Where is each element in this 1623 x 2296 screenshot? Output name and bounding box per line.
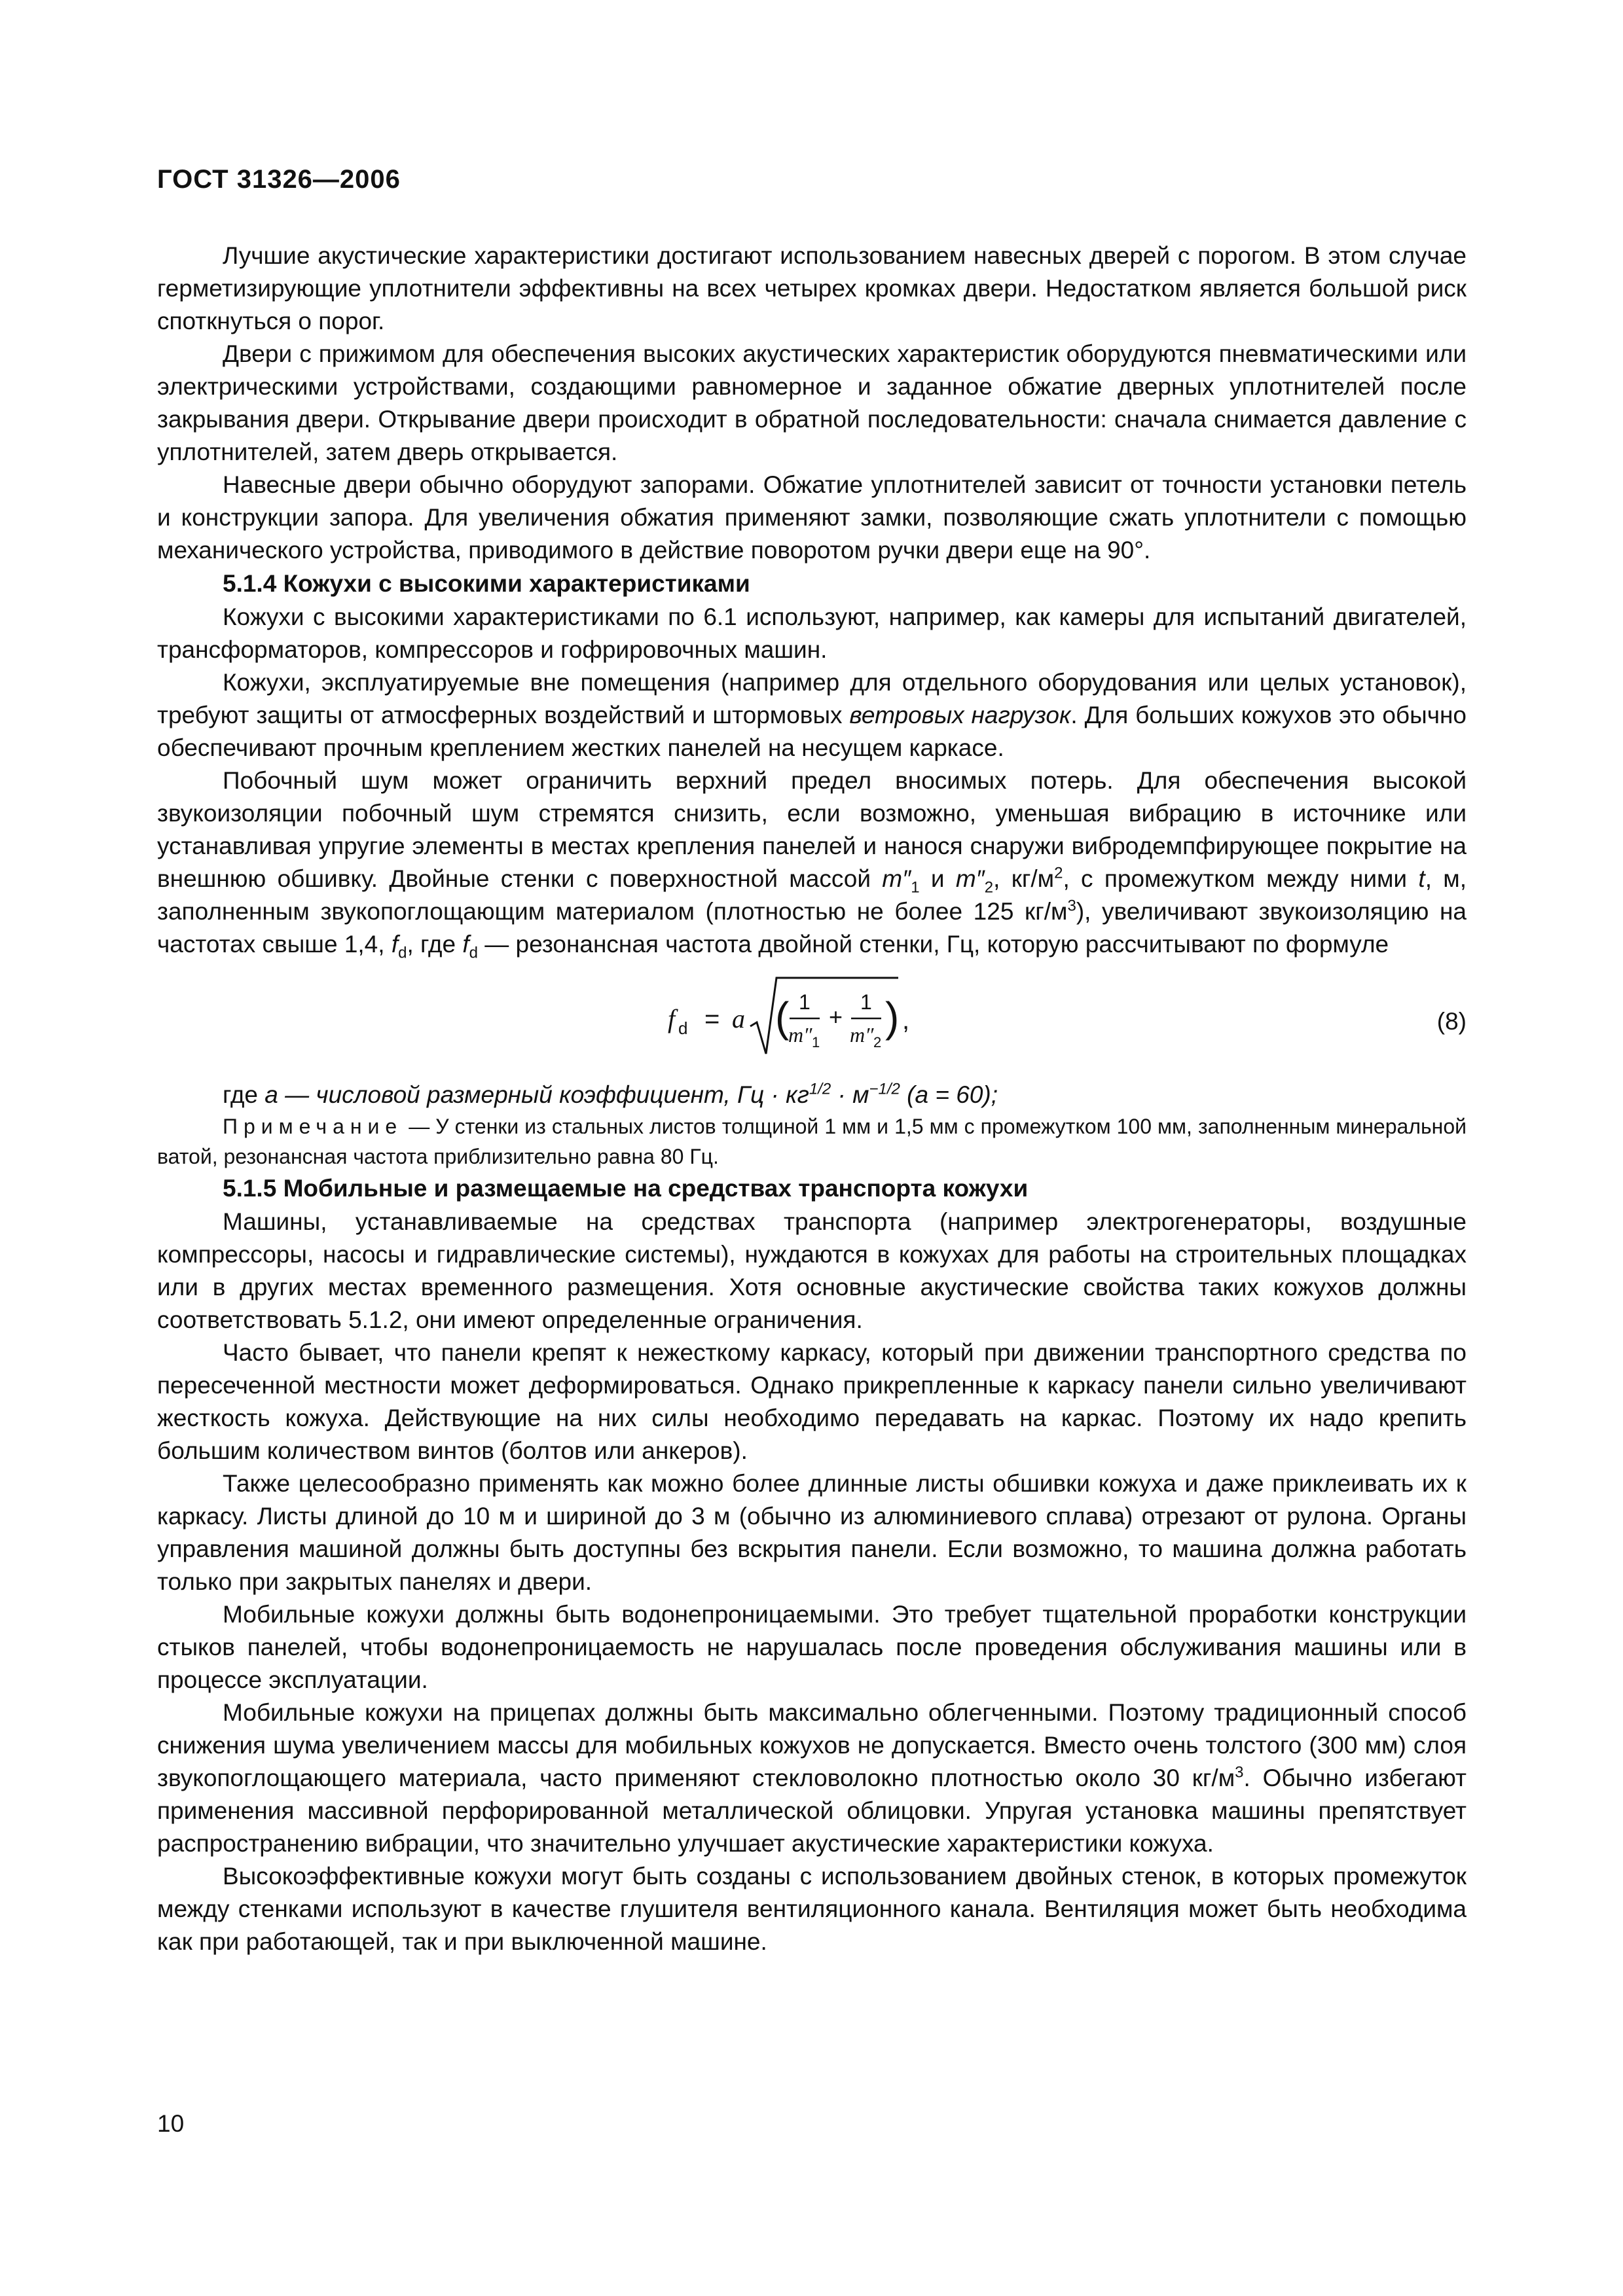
paragraph: Лучшие акустические характеристики достигают использованием навесных дверей с порогом. В этом случае герметизирующие уплотнители эффективны на всех четырех кромках двери. Недостатком является большой риск споткнуться о порог. xyxy=(157,242,1467,334)
formula-eq: = xyxy=(704,1005,720,1033)
formula-den-1: m″ xyxy=(788,1023,812,1047)
paragraph: Высокоэффективные кожухи могут быть созданы с использованием двойных стенок, в которых промежуток между стенками используют в качестве глушителя вентиляционного канала. Вентиляция может быть необходима как при работающей, так и при выключенной машине. xyxy=(157,1863,1467,1955)
formula-den-1-sub: 1 xyxy=(812,1034,820,1050)
formula-lhs: f xyxy=(668,1004,676,1033)
paragraph: Побочный шум может ограничить верхний предел вносимых потерь. Для обеспечения высокой звукоизоляции побочный шум стремятся снизить, если возможно, уменьшая вибрацию в источнике или устанавливая упругие элементы в местах крепления панелей и нанося снаружи вибродемпфирующее покрытие на внешнюю обшивку. Двойные стенки с поверхностной массой $m''_1$ и $m''_2$, $кг/м^2$, с промежутком между ними t, м, заполненным звукопоглощающим материалом (плотностью не более 125 $кг/м^3$), увеличивают звукоизоляцию на частотах свыше 1,4, $f_d$, где $f_d$ — резонансная частота двойной стенки, Гц, которую рассчитывают по формуле xyxy=(157,767,1467,962)
formula-den-2: m″ xyxy=(850,1023,874,1047)
formula-den-2-sub: 2 xyxy=(873,1034,882,1050)
document-header: ГОСТ 31326—2006 xyxy=(157,165,401,194)
paragraph: Мобильные кожухи на прицепах должны быть максимально облегченными. Поэтому традиционный способ снижения шума увеличением массы для мобильных кожухов не допускается. Вместо очень толстого (300 мм) слоя звукопоглощающего материала, часто применяют стекловолокно плотностью около 30 $кг/м^3$. Обычно избегают применения массивной перфорированной металлической облицовки. Упругая установка машины препятствует распространению вибрации, что значительно улучшает акустические характеристики кожуха. xyxy=(157,1699,1467,1857)
document-body xyxy=(157,240,1467,1958)
paragraph: Кожухи, эксплуатируемые вне помещения (например для отдельного оборудования или целых установок), требуют защиты от атмосферных воздействий и штормовых ветровых нагрузок. Для больших кожухов это обычно обеспечивают прочным креплением жестких панелей на несущем каркасе. xyxy=(157,669,1467,761)
formula-num-1: 1 xyxy=(799,990,811,1014)
paragraph: Двери с прижимом для обеспечения высоких акустических характеристик оборудуются пневматическими или электрическими устройствами, создающими равномерное и заданное обжатие дверных уплотнителей после закрывания двери. Открывание двери происходит в обратной последовательности: сначала снимается давление с уплотнителей, затем дверь открывается. xyxy=(157,340,1467,465)
formula-coef: a xyxy=(732,1004,745,1033)
section-heading-5-1-4: 5.1.4 Кожухи с высокими характеристиками xyxy=(223,570,750,597)
page-number: 10 xyxy=(157,2110,185,2137)
note: Примечание — У стенки из стальных листов толщиной 1 мм и 1,5 мм с промежутком 100 мм, заполненным минеральной ватой, резонансная частота приблизительно равна 80 Гц. xyxy=(157,1115,1467,1168)
formula-plus: + xyxy=(829,1003,843,1030)
formula-lhs-sub: d xyxy=(678,1018,688,1038)
formula-comma: , xyxy=(902,1006,910,1035)
paragraph: Навесные двери обычно оборудуют запорами. Обжатие уплотнителей зависит от точности установки петель и конструкции запора. Для увеличения обжатия применяют замки, позволяющие сжать уплотнители с помощью механического устройства, приводимого в действие поворотом ручки двери еще на 90°. xyxy=(157,471,1467,564)
note-label: Примечание xyxy=(223,1115,403,1138)
section-heading-5-1-5: 5.1.5 Мобильные и размещаемые на средствах транспорта кожухи xyxy=(223,1175,1029,1202)
paragraph: Кожухи с высокими характеристиками по 6.1 используют, например, как камеры для испытаний двигателей, трансформаторов, компрессоров и гофрировочных машин. xyxy=(157,603,1467,663)
paragraph: Также целесообразно применять как можно более длинные листы обшивки кожуха и даже приклеивать их к каркасу. Листы длиной до 10 м и шириной до 3 м (обычно из алюминиевого сплава) отрезают от рулона. Органы управления машиной должны быть доступны без вскрытия панели. Если возможно, то машина должна работать только при закрытых панелях и двери. xyxy=(157,1470,1467,1595)
formula-explanation: где a — числовой размерный коэффициент, Гц · $кг^{1/2} \cdot м^{-1/2}$ (a = 60); xyxy=(223,1080,998,1108)
formula-graphic xyxy=(655,969,1113,1073)
formula-num-2: 1 xyxy=(860,990,872,1014)
formula-lparen: ( xyxy=(775,994,790,1041)
paragraph: Мобильные кожухи должны быть водонепроницаемыми. Это требует тщательной проработки конструкции стыков панелей, чтобы водонепроницаемость не нарушалась после проведения обслуживания машины или в процессе эксплуатации. xyxy=(157,1601,1467,1693)
formula-rparen: ) xyxy=(885,994,900,1041)
formula-8 xyxy=(157,969,1467,1073)
paragraph: Машины, устанавливаемые на средствах транспорта (например электрогенераторы, воздушные компрессоры, насосы и гидравлические системы), нуждаются в кожухах для работы на строительных площадках или в других местах временного размещения. Хотя основные акустические свойства таких кожухов должны соответствовать 5.1.2, они имеют определенные ограничения. xyxy=(157,1208,1467,1333)
paragraph: Часто бывает, что панели крепят к нежесткому каркасу, который при движении транспортного средства по пересеченной местности может деформироваться. Однако прикрепленные к каркасу панели сильно увеличивают жесткость кожуха. Действующие на них силы необходимо передавать на каркас. Поэтому их надо крепить большим количеством винтов (болтов или анкеров). xyxy=(157,1339,1467,1464)
formula-number: (8) xyxy=(1436,1008,1467,1035)
